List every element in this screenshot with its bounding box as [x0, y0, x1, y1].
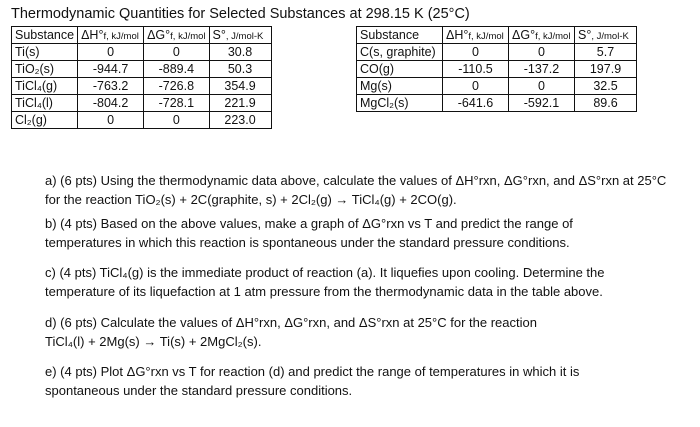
table-header-row: [357, 27, 637, 44]
substance-cell: C(s, graphite): [357, 44, 443, 61]
gibbs-cell: 0: [509, 44, 575, 61]
question-b: [45, 214, 665, 252]
question-b-line-2: temperatures in which this reaction is spontaneous under the standard pressure conditions.: [45, 235, 570, 250]
header-gibbs: [144, 27, 209, 44]
gibbs-cell: -728.1: [144, 95, 209, 112]
header-enthalpy-symbol: ΔH°: [81, 28, 104, 42]
question-a: [45, 171, 665, 209]
question-d: [45, 313, 665, 351]
substance-cell: Ti(s): [12, 44, 78, 61]
header-enthalpy: [443, 27, 509, 44]
table-row: [357, 78, 637, 95]
table-row: [12, 112, 272, 129]
substance-cell: Mg(s): [357, 78, 443, 95]
gibbs-cell: -726.8: [144, 78, 209, 95]
entropy-cell: 50.3: [209, 61, 271, 78]
gibbs-cell: -592.1: [509, 95, 575, 112]
header-enthalpy-symbol: ΔH°: [446, 28, 469, 42]
substance-cell: MgCl₂(s): [357, 95, 443, 112]
enthalpy-cell: 0: [443, 44, 509, 61]
entropy-cell: 221.9: [209, 95, 271, 112]
header-gibbs-symbol: ΔG°: [512, 28, 536, 42]
enthalpy-cell: -804.2: [78, 95, 144, 112]
gibbs-cell: 0: [144, 44, 209, 61]
header-gibbs-unit: f, kJ/mol: [170, 31, 206, 42]
enthalpy-cell: -944.7: [78, 61, 144, 78]
enthalpy-cell: 0: [78, 112, 144, 129]
substance-cell: TiCl₄(l): [12, 95, 78, 112]
question-d-line-2: TiCl₄(l) + 2Mg(s) → Ti(s) + 2MgCl₂(s).: [45, 334, 262, 349]
question-a-line-2: for the reaction TiO₂(s) + 2C(graphite, s) + 2Cl₂(g) → TiCl₄(g) + 2CO(g).: [45, 192, 457, 207]
enthalpy-cell: 0: [78, 44, 144, 61]
entropy-cell: 197.9: [575, 61, 637, 78]
question-a-line-1: a) (6 pts) Using the thermodynamic data above, calculate the values of ΔH°rxn, ΔG°rxn, and ΔS°rxn at 25°C: [45, 173, 667, 188]
question-b-line-1: b) (4 pts) Based on the above values, make a graph of ΔG°rxn vs T and predict the range of: [45, 216, 573, 231]
thermo-table-right: [356, 26, 637, 112]
header-enthalpy-unit: f, kJ/mol: [468, 31, 504, 42]
table-row: [357, 44, 637, 61]
entropy-cell: 30.8: [209, 44, 271, 61]
header-gibbs-unit: f, kJ/mol: [535, 31, 571, 42]
gibbs-cell: 0: [144, 112, 209, 129]
table-row: [12, 95, 272, 112]
table-header-row: [12, 27, 272, 44]
table-row: [357, 61, 637, 78]
header-entropy-unit: , J/mol-K: [225, 31, 264, 42]
enthalpy-cell: -110.5: [443, 61, 509, 78]
question-c-line-2: temperature of its liquefaction at 1 atm pressure from the thermodynamic data in the table above.: [45, 284, 603, 299]
header-substance: Substance: [12, 27, 78, 44]
table-row: [357, 95, 637, 112]
entropy-cell: 89.6: [575, 95, 637, 112]
entropy-cell: 32.5: [575, 78, 637, 95]
header-entropy: [575, 27, 637, 44]
gibbs-cell: 0: [509, 78, 575, 95]
thermo-table-left: [11, 26, 272, 129]
question-e: [45, 362, 665, 400]
question-d-line-1: d) (6 pts) Calculate the values of ΔH°rxn, ΔG°rxn, and ΔS°rxn at 25°C for the reaction: [45, 315, 537, 330]
header-enthalpy-unit: f, kJ/mol: [103, 31, 139, 42]
header-substance: Substance: [357, 27, 443, 44]
table-row: [12, 61, 272, 78]
gibbs-cell: -137.2: [509, 61, 575, 78]
header-gibbs: [509, 27, 575, 44]
question-e-line-1: e) (4 pts) Plot ΔG°rxn vs T for reaction (d) and predict the range of temperatures in which it is: [45, 364, 580, 379]
entropy-cell: 354.9: [209, 78, 271, 95]
entropy-cell: 5.7: [575, 44, 637, 61]
question-e-line-2: spontaneous under the standard pressure conditions.: [45, 383, 353, 398]
enthalpy-cell: -763.2: [78, 78, 144, 95]
entropy-cell: 223.0: [209, 112, 271, 129]
substance-cell: Cl₂(g): [12, 112, 78, 129]
enthalpy-cell: -641.6: [443, 95, 509, 112]
header-entropy-unit: , J/mol-K: [591, 31, 629, 42]
header-entropy: [209, 27, 271, 44]
gibbs-cell: -889.4: [144, 61, 209, 78]
header-entropy-symbol: S°: [212, 28, 226, 42]
header-gibbs-symbol: ΔG°: [147, 28, 171, 42]
page-title: Thermodynamic Quantities for Selected Substances at 298.15 K (25°C): [11, 6, 470, 22]
table-row: [12, 78, 272, 95]
question-c-line-1: c) (4 pts) TiCl₄(g) is the immediate product of reaction (a). It liquefies upon cooling. Determine the: [45, 265, 605, 280]
table-row: [12, 44, 272, 61]
substance-cell: CO(g): [357, 61, 443, 78]
enthalpy-cell: 0: [443, 78, 509, 95]
header-entropy-symbol: S°: [578, 28, 592, 42]
header-enthalpy: [78, 27, 144, 44]
substance-cell: TiCl₄(g): [12, 78, 78, 95]
substance-cell: TiO₂(s): [12, 61, 78, 78]
question-c: [45, 263, 665, 301]
